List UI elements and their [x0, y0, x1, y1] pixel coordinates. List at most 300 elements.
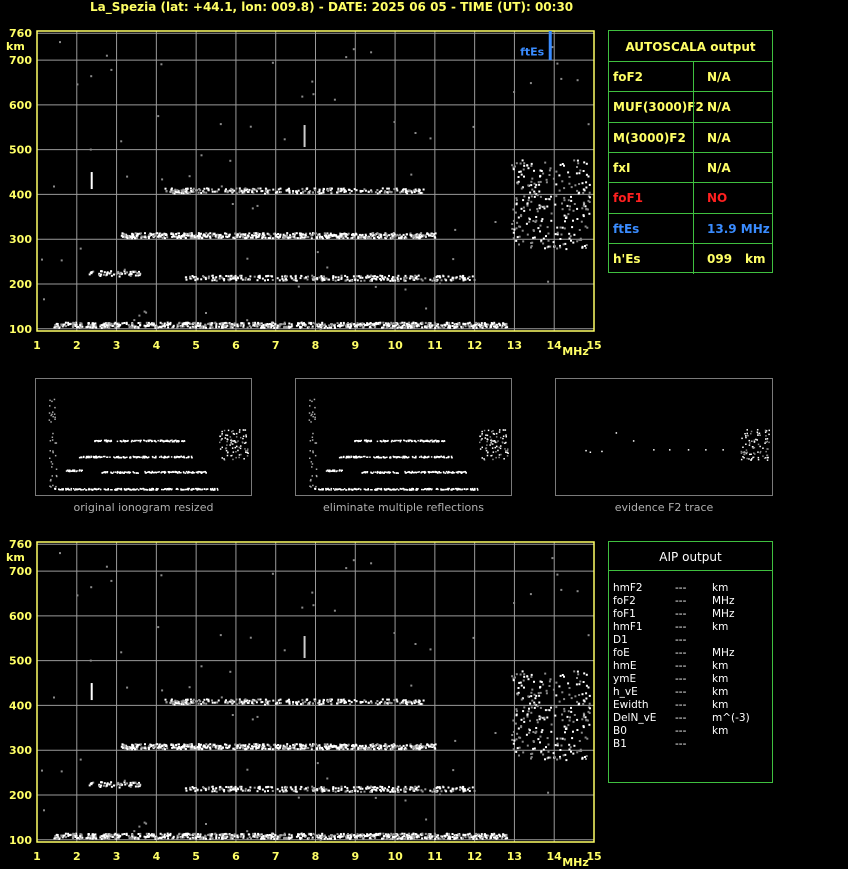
trace-point [456, 834, 458, 836]
trace-point [370, 275, 372, 277]
trace-point [417, 235, 419, 237]
trace-point [128, 835, 130, 837]
trace-point [302, 834, 304, 836]
trace-point [339, 837, 341, 839]
trace-point [310, 833, 312, 835]
trace-point [138, 322, 140, 324]
trace-point [465, 325, 467, 327]
trace-point [560, 738, 562, 740]
trace-point [161, 326, 163, 328]
trace-point [328, 835, 330, 837]
trace-point [527, 202, 529, 204]
trace-point [416, 747, 418, 749]
noise-point [220, 123, 222, 125]
trace-point [205, 277, 207, 279]
trace-point [543, 206, 545, 208]
trace-point [388, 323, 390, 325]
trace-point [434, 327, 436, 329]
trace-point [279, 279, 281, 281]
trace-point [548, 744, 550, 746]
trace-point [502, 322, 504, 324]
trace-point [204, 488, 206, 490]
noise-point [229, 160, 231, 162]
trace-point [520, 163, 522, 165]
trace-point [583, 170, 585, 172]
trace-point [420, 278, 422, 280]
trace-point [403, 277, 405, 279]
trace-point [382, 322, 384, 324]
trace-point [190, 748, 192, 750]
trace-point [347, 748, 349, 750]
trace-point [181, 235, 183, 237]
noise-point [556, 63, 558, 65]
trace-point [152, 488, 154, 490]
trace-point [234, 833, 236, 835]
trace-point [583, 161, 585, 163]
trace-point [264, 838, 266, 840]
trace-point [537, 227, 539, 229]
trace-point [248, 232, 250, 234]
trace-point [95, 325, 97, 327]
trace-point [406, 233, 408, 235]
trace-point [374, 834, 376, 836]
trace-point [312, 278, 314, 280]
trace-point [217, 489, 219, 491]
trace-point [569, 209, 571, 211]
trace-point [441, 790, 443, 792]
trace-point [258, 236, 260, 238]
trace-point [576, 729, 578, 731]
trace-point [518, 244, 520, 246]
trace-point [413, 835, 415, 837]
trace-point [337, 325, 339, 327]
trace-point [515, 723, 517, 725]
trace-point [156, 488, 158, 490]
x-tick-label: 5 [192, 339, 200, 352]
trace-point [403, 702, 405, 704]
trace-point [288, 323, 290, 325]
trace-point [421, 833, 423, 835]
trace-point [273, 838, 275, 840]
trace-point [349, 192, 351, 194]
noise-point [161, 178, 163, 180]
trace-point [273, 327, 275, 329]
trace-point [222, 327, 224, 329]
trace-point [388, 834, 390, 836]
noise-point [221, 696, 223, 698]
trace-point [219, 235, 221, 237]
trace-point [428, 833, 430, 835]
trace-point [239, 236, 241, 238]
trace-point [548, 233, 550, 235]
trace-point [545, 709, 547, 711]
trace-point [337, 833, 339, 835]
trace-point [201, 837, 203, 839]
trace-point [448, 787, 450, 789]
trace-point [166, 190, 168, 192]
autoscala-row [609, 91, 772, 121]
trace-point [545, 746, 547, 748]
trace-point [255, 743, 257, 745]
trace-point [536, 208, 538, 210]
trace-point [138, 273, 140, 275]
trace-point [130, 273, 132, 275]
trace-point [162, 748, 164, 750]
trace-point [229, 834, 231, 836]
trace-point [452, 322, 454, 324]
autoscala-separator [693, 244, 694, 274]
trace-point [426, 326, 428, 328]
trace-point [337, 279, 339, 281]
trace-point [68, 489, 70, 491]
trace-point [321, 833, 323, 835]
trace-point [219, 786, 221, 788]
trace-point [581, 758, 583, 760]
trace-point [256, 190, 258, 192]
trace-point [411, 788, 413, 790]
trace-point [307, 279, 309, 281]
autoscala-separator [693, 62, 694, 92]
trace-point [61, 489, 63, 491]
trace-point [114, 833, 116, 835]
trace-point [298, 322, 300, 324]
trace-point [360, 280, 362, 282]
trace-point [161, 837, 163, 839]
trace-point [140, 743, 142, 745]
trace-point [413, 324, 415, 326]
trace-point [225, 324, 227, 326]
noise-point [301, 96, 303, 98]
trace-point [278, 748, 280, 750]
trace-point [417, 789, 419, 791]
trace-point [116, 834, 118, 836]
trace-point [292, 744, 294, 746]
trace-point [547, 737, 549, 739]
trace-point [379, 702, 381, 704]
trace-point [222, 834, 224, 836]
trace-point [300, 192, 302, 194]
trace-point [180, 837, 182, 839]
trace-point [517, 183, 519, 185]
trace-point [387, 279, 389, 281]
trace-point [161, 745, 163, 747]
trace-point [533, 681, 535, 683]
trace-point [148, 747, 150, 749]
trace-point [307, 236, 309, 238]
trace-point [247, 790, 249, 792]
trace-point [534, 694, 536, 696]
trace-point [464, 323, 466, 325]
trace-point [402, 836, 404, 838]
trace-point [325, 744, 327, 746]
trace-point [218, 700, 220, 702]
trace-point [434, 237, 436, 239]
noise-point [326, 778, 328, 780]
trace-point [515, 197, 517, 199]
trace-point [518, 687, 520, 689]
trace-point [241, 275, 243, 277]
trace-point [75, 836, 77, 838]
trace-point [165, 699, 167, 701]
trace-point [397, 275, 399, 277]
trace-point [183, 489, 185, 491]
trace-point [67, 488, 69, 490]
trace-point [250, 748, 252, 750]
trace-point [434, 748, 436, 750]
trace-point [228, 746, 230, 748]
trace-point [163, 744, 165, 746]
trace-point [227, 702, 229, 704]
trace-point [467, 278, 469, 280]
trace-point [239, 698, 241, 700]
trace-point [282, 280, 284, 282]
trace-point [170, 191, 172, 193]
trace-point [339, 326, 341, 328]
trace-point [179, 322, 181, 324]
trace-point [323, 278, 325, 280]
trace-point [291, 747, 293, 749]
trace-point [239, 190, 241, 192]
trace-point [448, 836, 450, 838]
trace-point [197, 789, 199, 791]
trace-point [302, 233, 304, 235]
trace-point [130, 782, 132, 784]
trace-point [497, 326, 499, 328]
trace-point [240, 788, 242, 790]
noise-point [205, 823, 207, 825]
trace-point [521, 174, 523, 176]
noise-point [157, 626, 159, 628]
trace-point [564, 199, 566, 201]
trace-point [240, 277, 242, 279]
trace-point [576, 166, 578, 168]
noise-point [362, 833, 364, 835]
noise-point [334, 99, 336, 101]
trace-point [405, 837, 407, 839]
trace-point [496, 835, 498, 837]
trace-point [100, 785, 102, 787]
trace-point [75, 471, 77, 473]
trace-point [425, 745, 427, 747]
trace-point [273, 233, 275, 235]
trace-point [130, 275, 132, 277]
trace-point [337, 790, 339, 792]
trace-point [569, 238, 571, 240]
trace-point [530, 181, 532, 183]
trace-point [573, 670, 575, 672]
trace-point [557, 743, 559, 745]
trace-point [124, 273, 126, 275]
trace-point [570, 746, 572, 748]
trace-point [522, 751, 524, 753]
trace-point [550, 167, 552, 169]
trace-point [257, 322, 259, 324]
trace-point [119, 787, 121, 789]
noise-point [530, 593, 532, 595]
trace-point [107, 271, 109, 273]
trace-point [571, 737, 573, 739]
trace-point [211, 790, 213, 792]
trace-point [581, 221, 583, 223]
trace-point [297, 835, 299, 837]
trace-point [212, 788, 214, 790]
trace-point [541, 220, 543, 222]
trace-point [195, 833, 197, 835]
trace-point [74, 833, 76, 835]
trace-point [284, 236, 286, 238]
trace-point [254, 234, 256, 236]
trace-point [576, 240, 578, 242]
trace-point [388, 275, 390, 277]
trace-point [279, 790, 281, 792]
trace-point [535, 220, 537, 222]
trace-point [534, 697, 536, 699]
trace-point [298, 833, 300, 835]
trace-point [361, 701, 363, 703]
x-tick-label: 9 [351, 339, 360, 352]
trace-point [589, 192, 591, 194]
trace-point [103, 835, 105, 837]
trace-point [291, 837, 293, 839]
trace-point [198, 703, 200, 705]
trace-point [269, 326, 271, 328]
trace-point [540, 736, 542, 738]
trace-point [330, 834, 332, 836]
trace-point [335, 791, 337, 793]
trace-point [166, 701, 168, 703]
trace-point [380, 236, 382, 238]
trace-point [371, 278, 373, 280]
trace-point [573, 745, 575, 747]
trace-point [555, 233, 557, 235]
trace-point [152, 744, 154, 746]
trace-point [272, 790, 274, 792]
noise-point [370, 51, 372, 53]
trace-point [341, 700, 343, 702]
trace-point [214, 790, 216, 792]
trace-point [267, 834, 269, 836]
trace-point [379, 786, 381, 788]
trace-point [65, 322, 67, 324]
trace-point [131, 746, 133, 748]
trace-point [555, 183, 557, 185]
trace-point [332, 786, 334, 788]
noise-point [250, 637, 252, 639]
trace-point [307, 787, 309, 789]
trace-point [458, 834, 460, 836]
trace-point [311, 838, 313, 840]
trace-point [118, 488, 120, 490]
trace-point [347, 322, 349, 324]
trace-point [576, 172, 578, 174]
trace-point [403, 191, 405, 193]
trace-point [148, 324, 150, 326]
trace-point [470, 834, 472, 836]
trace-point [329, 699, 331, 701]
trace-point [394, 280, 396, 282]
trace-point [534, 703, 536, 705]
trace-point [236, 192, 238, 194]
trace-point [450, 790, 452, 792]
trace-point [200, 192, 202, 194]
trace-point [441, 279, 443, 281]
x-tick-label: 1 [33, 339, 41, 352]
noise-point [454, 740, 456, 742]
trace-point [418, 786, 420, 788]
trace-point [382, 277, 384, 279]
noise-point [138, 315, 140, 317]
trace-point [153, 834, 155, 836]
trace-point [69, 834, 71, 836]
trace-point [95, 327, 97, 329]
trace-point [159, 746, 161, 748]
trace-point [285, 787, 287, 789]
trace-point [176, 700, 178, 702]
noise-point [59, 552, 61, 554]
trace-point [210, 325, 212, 327]
trace-point [567, 682, 569, 684]
trace-point [172, 745, 174, 747]
trace-point [369, 837, 371, 839]
trace-point [269, 700, 271, 702]
trace-point [160, 322, 162, 324]
trace-point [400, 278, 402, 280]
trace-point [548, 751, 550, 753]
trace-point [116, 323, 118, 325]
trace-point [537, 194, 539, 196]
trace-point [197, 278, 199, 280]
trace-point [276, 745, 278, 747]
trace-point [177, 835, 179, 837]
trace-point [226, 747, 228, 749]
trace-point [205, 788, 207, 790]
noise-point [43, 809, 45, 811]
trace-point [405, 188, 407, 190]
y-tick-label: 400 [9, 188, 32, 202]
trace-point [579, 229, 581, 231]
trace-point [279, 324, 281, 326]
trace-point [523, 676, 525, 678]
trace-point [186, 790, 188, 792]
trace-point [206, 698, 208, 700]
x-tick-label: 3 [112, 850, 121, 863]
trace-point [136, 237, 138, 239]
trace-point [479, 835, 481, 837]
trace-point [321, 325, 323, 327]
trace-point [196, 237, 198, 239]
trace-point [411, 703, 413, 705]
trace-point [398, 746, 400, 748]
trace-point [296, 191, 298, 193]
trace-point [156, 743, 158, 745]
trace-point [266, 191, 268, 193]
trace-point [314, 790, 316, 792]
trace-point [528, 221, 530, 223]
trace-point [311, 237, 313, 239]
trace-point [346, 276, 348, 278]
trace-point [148, 835, 150, 837]
trace-point [531, 700, 533, 702]
trace-point [122, 747, 124, 749]
trace-point [404, 322, 406, 324]
trace-point [225, 188, 227, 190]
trace-point [556, 738, 558, 740]
noise-point [257, 716, 259, 718]
trace-point [514, 677, 516, 679]
trace-point [225, 699, 227, 701]
trace-point [170, 700, 172, 702]
trace-point [307, 192, 309, 194]
